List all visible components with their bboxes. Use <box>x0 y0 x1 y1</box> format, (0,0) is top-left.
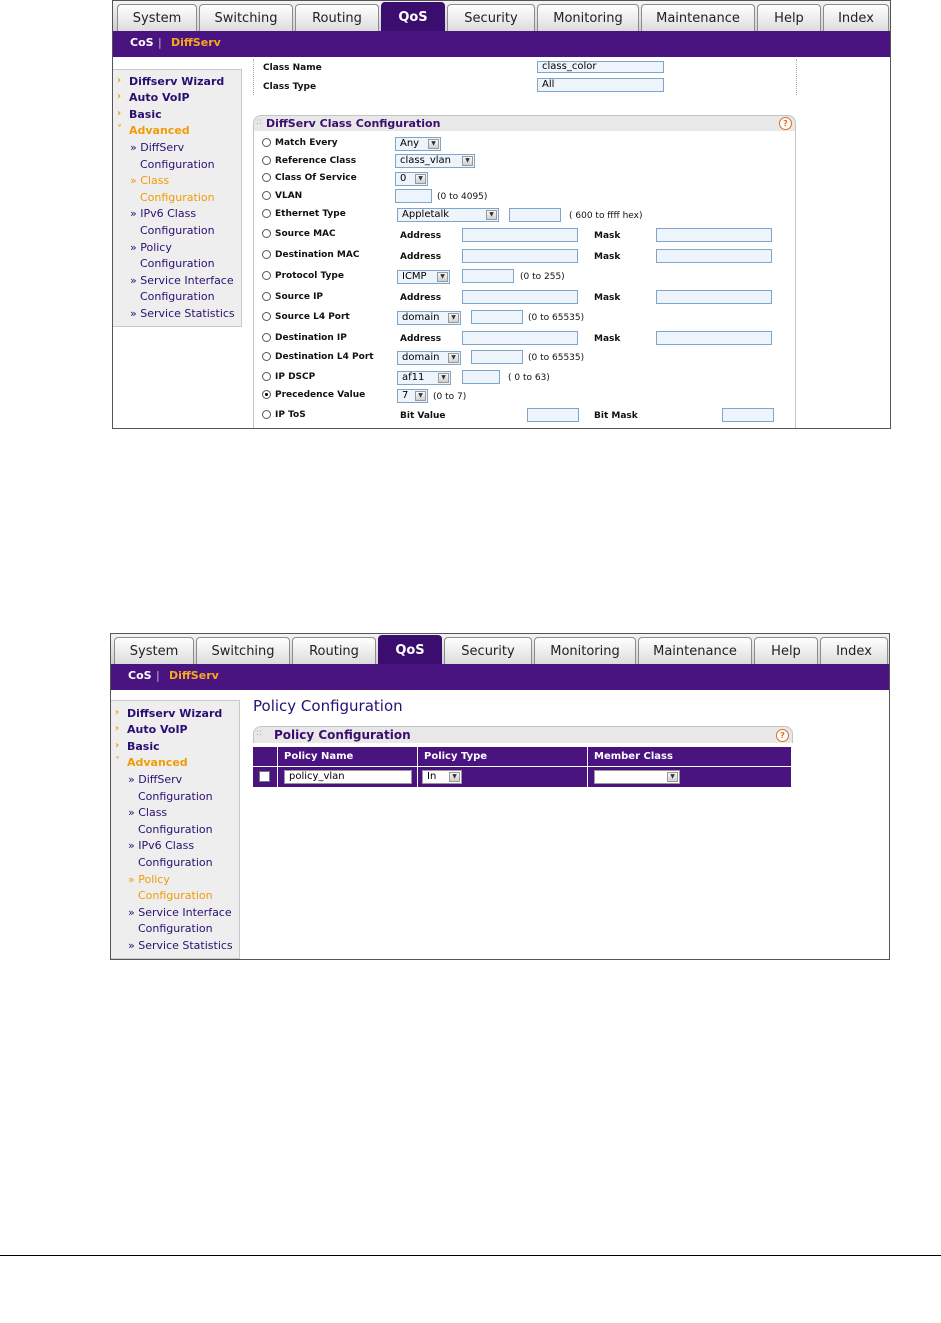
radio-ethernet-type[interactable] <box>262 209 271 218</box>
destination-l4-port-select[interactable]: domain ▼ <box>397 351 461 365</box>
nav-advanced[interactable]: ˅ Advanced <box>117 124 190 137</box>
nav-marker-icon: › <box>117 75 122 86</box>
ip-dscp-label: IP DSCP <box>275 372 316 382</box>
chevron-down-icon: ▼ <box>438 373 449 383</box>
source-ip-address-label: Address <box>400 293 442 303</box>
chevron-down-icon: ▼ <box>415 174 426 184</box>
source-ip-address-input[interactable] <box>462 290 578 304</box>
tab-system[interactable]: System <box>117 4 197 31</box>
destination-mac-mask-label: Mask <box>594 252 621 262</box>
nav-auto-voip[interactable]: › Auto VoIP <box>117 91 190 104</box>
radio-class-of-service[interactable] <box>262 173 271 182</box>
subnav-cos[interactable]: CoS <box>130 36 154 49</box>
nav-diffserv-configuration[interactable]: Configuration <box>138 790 213 803</box>
radio-match-every[interactable] <box>262 138 271 147</box>
chevron-down-icon: ▼ <box>415 391 426 401</box>
sub-nav-bar <box>113 31 890 57</box>
nav-class-configuration[interactable]: Configuration <box>140 191 215 204</box>
ip-tos-label: IP ToS <box>275 410 306 420</box>
radio-ip-dscp[interactable] <box>262 372 271 381</box>
nav-service-interface-configuration[interactable]: Configuration <box>138 922 213 935</box>
nav-policy-configuration[interactable]: Configuration <box>138 889 213 902</box>
nav-marker-icon: › <box>117 91 122 102</box>
nav-diffserv[interactable]: » DiffServ <box>128 773 183 786</box>
class-info-area <box>253 59 797 95</box>
panel-grip-icon: :: <box>256 728 263 738</box>
chevron-down-icon: ▼ <box>428 139 439 149</box>
bit-value-input[interactable] <box>527 408 579 422</box>
precedence-value-range-hint: (0 to 7) <box>433 392 467 402</box>
reference-class-select[interactable]: class_vlan ▼ <box>395 154 475 168</box>
subnav-separator: | <box>158 36 162 49</box>
nav-class-configuration[interactable]: Configuration <box>138 823 213 836</box>
nav-marker-icon: › <box>115 740 120 751</box>
class-of-service-select[interactable]: 0 ▼ <box>395 172 428 186</box>
nav-policy-configuration[interactable]: Configuration <box>140 257 215 270</box>
class-type-value: All <box>537 78 664 92</box>
class-of-service-label: Class Of Service <box>275 173 357 183</box>
radio-reference-class[interactable] <box>262 156 271 165</box>
nav-marker-icon: › <box>117 108 122 119</box>
panel-title: Policy Configuration <box>274 728 411 742</box>
top-tab-bar <box>111 634 889 665</box>
class-name-value: class_color <box>537 61 664 73</box>
subnav-cos[interactable]: CoS <box>128 669 152 682</box>
match-every-label: Match Every <box>275 138 338 148</box>
tab-system[interactable]: System <box>114 637 194 664</box>
radio-source-ip[interactable] <box>262 292 271 301</box>
destination-ip-label: Destination IP <box>275 333 347 343</box>
radio-destination-l4-port[interactable] <box>262 352 271 361</box>
row-select-checkbox[interactable] <box>259 771 270 782</box>
bit-mask-input[interactable] <box>722 408 774 422</box>
tab-maintenance[interactable]: Maintenance <box>641 4 755 31</box>
destination-ip-mask-input[interactable] <box>656 331 772 345</box>
destination-mac-label: Destination MAC <box>275 250 360 260</box>
ip-dscp-input[interactable] <box>462 370 500 384</box>
nav-ipv6-class-configuration[interactable]: Configuration <box>140 224 215 237</box>
chevron-down-icon: ▼ <box>667 772 678 782</box>
nav-open-marker-icon: ˅ <box>117 124 122 135</box>
source-ip-mask-input[interactable] <box>656 290 772 304</box>
radio-source-l4-port[interactable] <box>262 312 271 321</box>
destination-l4-port-label: Destination L4 Port <box>275 352 374 362</box>
ip-dscp-select[interactable]: af11 ▼ <box>397 371 451 385</box>
nav-service-interface[interactable]: » Service Interface <box>128 906 232 919</box>
destination-ip-address-input[interactable] <box>462 331 578 345</box>
match-every-select[interactable]: Any ▼ <box>395 137 441 151</box>
destination-l4-port-input[interactable] <box>471 350 523 364</box>
ip-dscp-range-hint: ( 0 to 63) <box>508 373 550 383</box>
subnav-diffserv[interactable]: DiffServ <box>169 669 219 682</box>
sub-nav-bar <box>111 664 889 690</box>
radio-protocol-type[interactable] <box>262 271 271 280</box>
vlan-label: VLAN <box>275 191 303 201</box>
tab-switching[interactable]: Switching <box>199 4 293 31</box>
destination-mac-address-input[interactable] <box>462 249 578 263</box>
policy-table-header <box>253 747 791 766</box>
ethernet-type-range-hint: ( 600 to ffff hex) <box>569 211 643 221</box>
destination-mac-mask-input[interactable] <box>656 249 772 263</box>
source-mac-address-label: Address <box>400 231 442 241</box>
class-type-label: Class Type <box>263 82 317 92</box>
policy-type-select[interactable]: In ▼ <box>422 770 462 784</box>
left-nav <box>113 69 242 327</box>
source-l4-port-label: Source L4 Port <box>275 312 350 322</box>
class-config-panel-header <box>253 115 796 131</box>
nav-diffserv-configuration[interactable]: Configuration <box>140 158 215 171</box>
page-title: Policy Configuration <box>253 697 403 715</box>
class-name-label: Class Name <box>263 63 322 73</box>
ethernet-type-input[interactable] <box>509 208 561 222</box>
source-mac-label: Source MAC <box>275 229 336 239</box>
tab-monitoring[interactable]: Monitoring <box>534 637 636 664</box>
tab-monitoring[interactable]: Monitoring <box>537 4 639 31</box>
col-policy-name: Policy Name <box>284 751 354 762</box>
nav-basic[interactable]: › Basic <box>115 740 160 753</box>
col-policy-type: Policy Type <box>424 751 488 762</box>
nav-policy[interactable]: » Policy <box>128 873 170 886</box>
source-l4-port-select[interactable]: domain ▼ <box>397 311 461 325</box>
tab-help[interactable]: Help <box>754 637 818 664</box>
nav-ipv6-class-configuration[interactable]: Configuration <box>138 856 213 869</box>
protocol-type-input[interactable] <box>462 269 514 283</box>
protocol-type-select[interactable]: ICMP ▼ <box>397 270 450 284</box>
top-tab-bar <box>113 1 890 32</box>
radio-ip-tos[interactable] <box>262 410 271 419</box>
nav-service-statistics[interactable]: » Service Statistics <box>128 939 233 952</box>
chevron-down-icon: ▼ <box>449 772 460 782</box>
col-member-class: Member Class <box>594 751 673 762</box>
subnav-diffserv[interactable]: DiffServ <box>171 36 221 49</box>
column-divider <box>587 747 588 787</box>
tab-index[interactable]: Index <box>820 637 888 664</box>
destination-ip-address-label: Address <box>400 334 442 344</box>
destination-ip-mask-label: Mask <box>594 334 621 344</box>
panel-title: DiffServ Class Configuration <box>266 117 441 130</box>
nav-diffserv-wizard[interactable]: › Diffserv Wizard <box>117 75 225 88</box>
chevron-down-icon: ▼ <box>437 272 448 282</box>
source-mac-mask-label: Mask <box>594 231 621 241</box>
radio-destination-ip[interactable] <box>262 333 271 342</box>
tab-qos[interactable]: QoS <box>381 2 445 31</box>
ethernet-type-label: Ethernet Type <box>275 209 346 219</box>
tab-help[interactable]: Help <box>757 4 821 31</box>
nav-ipv6-class[interactable]: » IPv6 Class <box>128 839 195 852</box>
precedence-value-select[interactable]: 7 ▼ <box>397 389 428 403</box>
nav-marker-icon: › <box>115 723 120 734</box>
precedence-value-label: Precedence Value <box>275 390 366 400</box>
member-class-select[interactable] <box>594 770 680 784</box>
tab-security[interactable]: Security <box>447 4 535 31</box>
nav-service-interface[interactable]: » Service Interface <box>130 274 234 287</box>
bit-value-label: Bit Value <box>400 411 446 421</box>
nav-class[interactable]: » Class <box>128 806 168 819</box>
nav-policy[interactable]: » Policy <box>130 241 172 254</box>
nav-service-statistics[interactable]: » Service Statistics <box>130 307 235 320</box>
tab-index[interactable]: Index <box>823 4 889 31</box>
bit-mask-label: Bit Mask <box>594 411 638 421</box>
tab-switching[interactable]: Switching <box>196 637 290 664</box>
tab-qos[interactable]: QoS <box>378 635 442 664</box>
reference-class-label: Reference Class <box>275 156 357 166</box>
ethernet-type-select[interactable]: Appletalk ▼ <box>397 208 499 222</box>
source-l4-port-input[interactable] <box>471 310 523 324</box>
vlan-input[interactable] <box>395 189 432 203</box>
destination-mac-address-label: Address <box>400 252 442 262</box>
nav-diffserv[interactable]: » DiffServ <box>130 141 185 154</box>
radio-vlan[interactable] <box>262 191 271 200</box>
radio-precedence-value[interactable] <box>262 390 271 399</box>
panel-grip-icon: :: <box>256 117 263 127</box>
footer-divider <box>0 1255 941 1256</box>
nav-basic[interactable]: › Basic <box>117 108 162 121</box>
tab-security[interactable]: Security <box>444 637 532 664</box>
policy-config-screenshot <box>110 633 890 960</box>
tab-routing[interactable]: Routing <box>292 637 376 664</box>
help-icon[interactable]: ? <box>779 117 792 130</box>
policy-name-input[interactable]: policy_vlan <box>284 770 412 784</box>
tab-maintenance[interactable]: Maintenance <box>638 637 752 664</box>
source-ip-label: Source IP <box>275 292 324 302</box>
source-l4-port-range-hint: (0 to 65535) <box>528 313 585 323</box>
chevron-down-icon: ▼ <box>462 156 473 166</box>
chevron-down-icon: ▼ <box>448 313 459 323</box>
nav-service-interface-configuration[interactable]: Configuration <box>140 290 215 303</box>
protocol-type-label: Protocol Type <box>275 271 344 281</box>
policy-panel-header <box>253 726 793 743</box>
nav-auto-voip[interactable]: › Auto VoIP <box>115 723 188 736</box>
nav-class[interactable]: » Class <box>130 174 170 187</box>
column-divider <box>277 747 278 787</box>
source-ip-mask-label: Mask <box>594 293 621 303</box>
nav-advanced[interactable]: ˅ Advanced <box>115 756 188 769</box>
nav-ipv6-class[interactable]: » IPv6 Class <box>130 207 197 220</box>
chevron-down-icon: ▼ <box>486 210 497 220</box>
tab-routing[interactable]: Routing <box>295 4 379 31</box>
source-mac-address-input[interactable] <box>462 228 578 242</box>
nav-open-marker-icon: ˅ <box>115 756 120 767</box>
source-mac-mask-input[interactable] <box>656 228 772 242</box>
nav-diffserv-wizard[interactable]: › Diffserv Wizard <box>115 707 223 720</box>
chevron-down-icon: ▼ <box>448 353 459 363</box>
protocol-type-range-hint: (0 to 255) <box>520 272 565 282</box>
column-divider <box>417 747 418 787</box>
vlan-range-hint: (0 to 4095) <box>437 192 488 202</box>
radio-source-mac[interactable] <box>262 229 271 238</box>
left-nav <box>111 700 240 959</box>
table-row <box>253 767 791 787</box>
subnav-separator: | <box>156 669 160 682</box>
class-config-screenshot <box>112 0 891 429</box>
destination-l4-port-range-hint: (0 to 65535) <box>528 353 585 363</box>
help-icon[interactable]: ? <box>776 729 789 742</box>
nav-marker-icon: › <box>115 707 120 718</box>
radio-destination-mac[interactable] <box>262 250 271 259</box>
